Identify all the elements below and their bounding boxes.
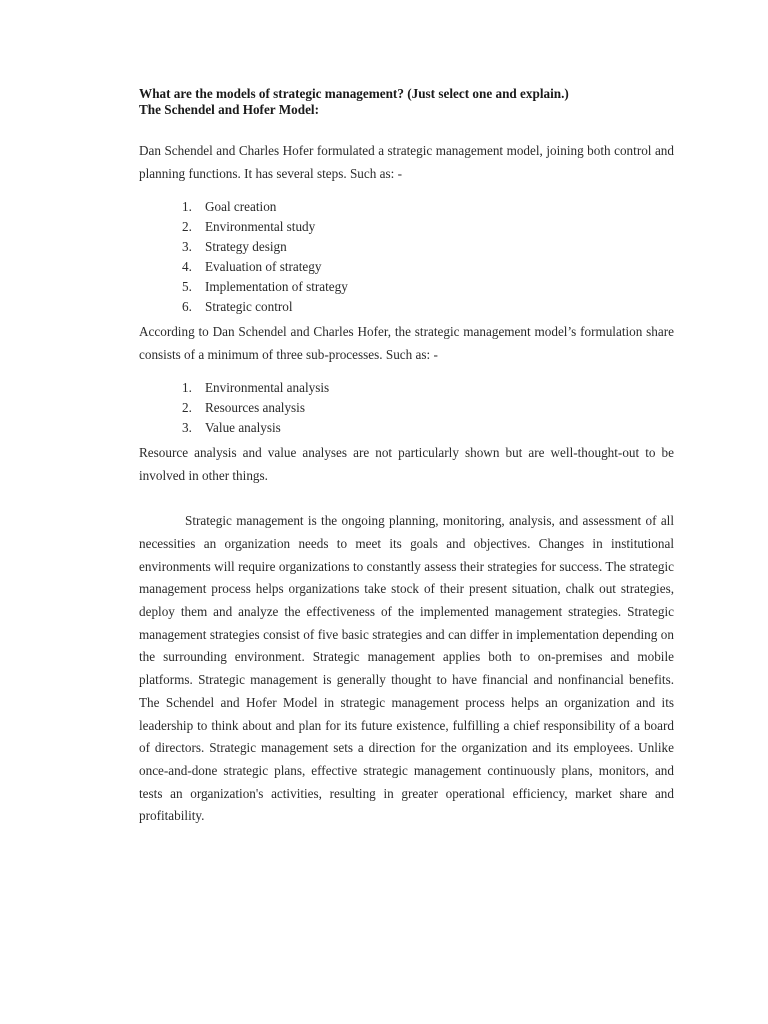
intro-paragraph: Dan Schendel and Charles Hofer formulated a strategic management model, joining both control and planning functions. It has several steps. Such as: -	[139, 143, 674, 181]
resource-paragraph: Resource analysis and value analyses are not particularly shown but are well-thought-out to be involved in other things.	[139, 444, 674, 483]
list-item-text: Environmental analysis	[205, 379, 330, 395]
list-number: 1.	[182, 379, 192, 395]
list-item-text: Strategy design	[205, 239, 287, 255]
list-item-text: Implementation of strategy	[205, 279, 348, 295]
list-item	[139, 277, 674, 297]
list-number: 3.	[182, 239, 192, 255]
list-item-text: Goal creation	[205, 199, 277, 215]
list-item-text: Environmental study	[205, 219, 316, 235]
list-item	[139, 237, 674, 257]
list-item	[139, 297, 674, 317]
list-number: 2.	[182, 219, 192, 235]
steps-list	[139, 197, 674, 317]
list-number: 5.	[182, 279, 192, 295]
list-number: 6.	[182, 299, 192, 315]
list-item	[139, 217, 674, 237]
model-heading: The Schendel and Hofer Model:	[139, 102, 319, 117]
sub-processes-list	[139, 378, 674, 438]
list-item	[139, 418, 674, 438]
list-item-text: Resources analysis	[205, 399, 305, 415]
list-number: 2.	[182, 399, 192, 415]
list-item	[139, 257, 674, 277]
list-number: 4.	[182, 259, 192, 275]
list-item	[139, 378, 674, 398]
list-item	[139, 398, 674, 418]
question-heading: What are the models of strategic management? (Just select one and explain.)	[139, 86, 569, 101]
formulation-paragraph: According to Dan Schendel and Charles Hofer, the strategic management model’s formulation share consists of a minimum of three sub-processes. Such as: -	[139, 324, 674, 363]
list-item-text: Strategic control	[205, 299, 293, 315]
main-paragraph: Strategic management is the ongoing planning, monitoring, analysis, and assessment of all necessities an organization needs to meet its goals and objectives. Changes in institutional environments will require organizations to constantly assess their strategies for success. The strategic management process helps organizations take stock of their present situation, chalk out strategies, deploy them and analyze the effectiveness of the implemented management strategies. Strategic management strategies consist of five basic strategies and can differ in implementation depending on the surrounding environment. Strategic management applies both to on-premises and mobile platforms. Strategic management is generally thought to have financial and nonfinancial benefits. The Schendel and Hofer Model in strategic management process helps an organization and its leadership to think about and plan for its future existence, fulfilling a chief responsibility of a board of directors. Strategic management sets a direction for the organization and its employees. Unlike once-and-done strategic plans, effective strategic management continuously plans, monitors, and tests an organization's activities, resulting in greater operational efficiency, market share and profitability.	[139, 513, 674, 824]
list-number: 1.	[182, 199, 192, 215]
document-page	[139, 86, 674, 828]
list-number: 3.	[182, 419, 192, 435]
list-item-text: Evaluation of strategy	[205, 259, 322, 275]
list-item	[139, 197, 674, 217]
list-item-text: Value analysis	[205, 419, 281, 435]
